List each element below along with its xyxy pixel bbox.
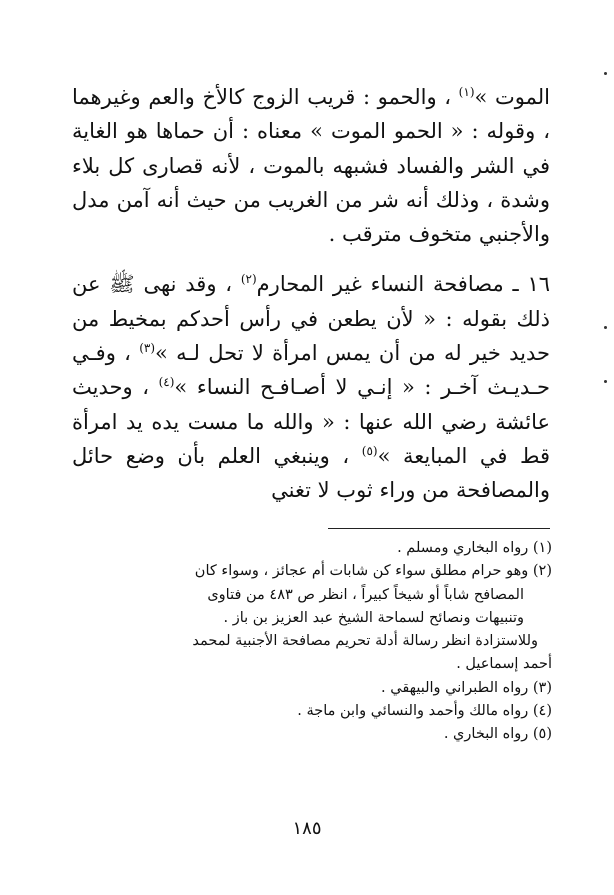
footnote-ref-5: (٥) <box>361 443 378 458</box>
footnote-2-line-4: وللاستزادة انظر رسالة أدلة تحريم مصافحة الأجنبية لمحمد <box>192 633 538 650</box>
edge-mark <box>604 72 607 75</box>
paragraph-1-part-1: الموت » <box>474 85 550 109</box>
footnotes <box>92 537 552 747</box>
paragraph-1 <box>72 80 550 251</box>
paragraph-2-part-4: ، وحديث عائشة رضي الله عنها : « والله ما مست يده يد امرأة قط في المبايعة » <box>72 375 551 468</box>
footnote-ref-2: (٢) <box>240 272 257 287</box>
paragraph-2-part-5: ، وينبغي العلم بأن وضع حائل والمصافحة من وراء ثوب لا تغني <box>72 443 550 503</box>
paragraph-2 <box>72 267 550 507</box>
footnote-2-line-1: (٢) وهو حرام مطلق سواء كن شابات أم عجائز ، وسواء كان <box>194 563 552 580</box>
footnote-ref-3: (٣) <box>139 341 156 356</box>
main-text <box>72 80 550 508</box>
paragraph-2-part-3: ، وفـي حـديـث آخـر : « إنـي لا أصـافـح النساء » <box>72 341 550 400</box>
edge-mark <box>604 326 607 329</box>
page-number: ١٨٥ <box>292 818 322 839</box>
footnote-2-line-2: المصافح شاباً أو شيخاً كبيراً ، انظر ص ٤٨٣ من فتاوى <box>207 586 524 603</box>
footnote-5: (٥) رواه البخاري . <box>443 726 552 743</box>
paragraph-2-part-2: ، وقد نهى ﷺ عن ذلك بقوله : « لأن يطعن في رأس أحدكم بمخيط من حديد خير له من أن يمس امرأة لا تحل لـه » <box>72 272 550 366</box>
paragraph-2-part-1: ١٦ ـ مصافحة النساء غير المحارم <box>256 272 550 297</box>
footnote-1: (١) رواه البخاري ومسلم . <box>397 540 552 556</box>
footnote-4: (٤) رواه مالك وأحمد والنسائي وابن ماجة . <box>297 703 552 720</box>
footnote-2-line-3: وتنبيهات ونصائح لسماحة الشيخ عبد العزيز بن باز . <box>223 609 524 626</box>
footnote-divider <box>328 528 550 529</box>
footnote-3: (٣) رواه الطبراني والبيهقي . <box>381 679 552 696</box>
footnote-ref-4: (٤) <box>158 375 175 390</box>
paragraph-1-part-2: ، والحمو : قريب الزوج كالأخ والعم وغيرهما ، وقوله : « الحمو الموت » معناه : أن حماها هو الغاية في الشر والفساد فشبهه بالموت ، لأنه قصارى كل بلاء وشدة ، وذلك أنه شر من الغريب من حيث أنه آمن مدل والأجنبي متخوف مترقب . <box>72 85 550 247</box>
footnote-2-line-5: أحمد إسماعيل . <box>456 656 552 673</box>
footnote-ref-1: (١) <box>458 85 475 99</box>
edge-mark <box>604 380 607 383</box>
